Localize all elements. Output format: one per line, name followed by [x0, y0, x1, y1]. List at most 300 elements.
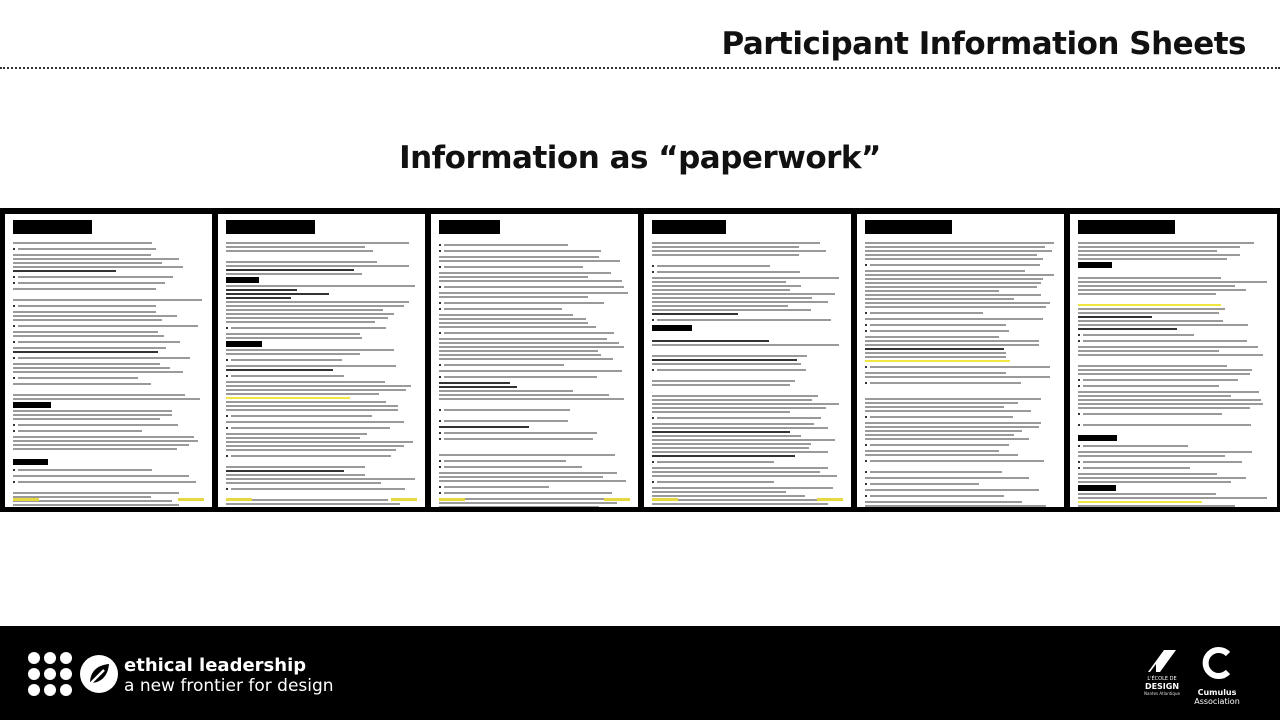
text-line	[226, 246, 365, 248]
text-line	[865, 398, 1041, 400]
text-line	[652, 475, 837, 477]
page-footer	[652, 498, 843, 501]
text-line	[439, 476, 603, 478]
text-line	[1078, 501, 1202, 503]
page-footer	[13, 498, 204, 501]
text-line	[226, 470, 344, 472]
text-line	[226, 466, 365, 468]
text-line	[865, 344, 1039, 346]
text-line	[226, 397, 350, 399]
text-line	[865, 302, 1050, 304]
text-line	[865, 310, 1056, 316]
text-line	[652, 363, 801, 365]
text-line	[652, 250, 826, 252]
text-line	[865, 254, 1037, 256]
text-line	[1078, 403, 1263, 405]
text-line	[652, 359, 797, 361]
text-line	[865, 505, 1046, 507]
redaction-bar	[652, 220, 726, 234]
document-page-thumbnail	[431, 214, 638, 507]
text-line	[865, 406, 1004, 408]
text-line	[439, 276, 588, 278]
text-line	[226, 449, 396, 451]
text-line	[13, 428, 204, 434]
text-line	[226, 405, 398, 407]
text-line	[13, 418, 160, 420]
text-line	[226, 433, 367, 435]
text-line	[1078, 316, 1152, 318]
text-line	[13, 335, 164, 337]
text-line	[226, 321, 375, 323]
text-line	[652, 313, 738, 315]
text-line	[1078, 258, 1227, 260]
ecole-line-2: DESIGN	[1144, 682, 1180, 691]
text-line	[652, 447, 809, 449]
text-line	[439, 464, 630, 470]
text-line	[1078, 308, 1225, 310]
dots-grid-icon	[28, 652, 72, 696]
text-line	[1078, 407, 1250, 409]
document-page-thumbnail	[1070, 214, 1277, 507]
text-line	[865, 356, 1006, 358]
text-line	[652, 443, 811, 445]
text-line	[652, 503, 828, 505]
text-line	[865, 352, 1006, 354]
text-line	[1078, 358, 1269, 363]
text-line	[226, 265, 409, 267]
text-line	[865, 391, 1056, 396]
text-line	[13, 303, 204, 309]
text-line	[13, 299, 202, 301]
text-line	[1078, 254, 1240, 256]
text-line	[13, 448, 177, 450]
text-line	[865, 294, 1041, 296]
text-line	[865, 258, 1043, 260]
text-line	[226, 341, 262, 347]
text-line	[652, 491, 786, 493]
text-line	[439, 502, 617, 504]
text-line	[226, 503, 400, 505]
text-line	[1078, 324, 1248, 326]
text-line	[652, 384, 790, 386]
text-line	[226, 305, 404, 307]
text-line	[1078, 320, 1223, 322]
text-line	[226, 445, 404, 447]
text-line	[226, 269, 354, 271]
text-line	[1078, 297, 1269, 302]
text-line	[13, 475, 189, 477]
text-line	[439, 398, 624, 400]
text-line	[652, 309, 811, 311]
leaf-logo-icon	[80, 655, 118, 693]
text-line	[13, 319, 162, 321]
text-line	[652, 407, 826, 409]
text-line	[226, 437, 360, 439]
text-line	[439, 350, 598, 352]
slide-title: Participant Information Sheets	[721, 26, 1246, 62]
text-line	[439, 354, 601, 356]
text-line	[439, 264, 630, 270]
text-line	[439, 342, 619, 344]
text-line	[865, 442, 1056, 448]
text-line	[652, 246, 799, 248]
text-line	[226, 425, 417, 431]
text-line	[1078, 473, 1217, 475]
text-line	[13, 459, 48, 465]
text-line	[865, 376, 1050, 378]
text-line	[13, 292, 204, 297]
text-line	[226, 413, 417, 419]
text-line	[865, 364, 1056, 370]
redaction-bar	[13, 220, 92, 234]
text-line	[226, 357, 417, 363]
text-line	[13, 387, 204, 392]
text-line	[13, 394, 185, 396]
text-line	[865, 450, 999, 452]
ecole-line-1: L'ÉCOLE DE	[1147, 676, 1177, 682]
text-line	[439, 394, 609, 396]
text-line	[865, 348, 1004, 350]
text-line	[226, 349, 394, 351]
text-line	[13, 467, 204, 473]
text-line	[652, 451, 828, 453]
text-line	[865, 372, 1006, 374]
text-line	[13, 371, 183, 373]
text-line	[865, 282, 1041, 284]
brand-line-1: ethical leadership	[124, 655, 307, 676]
text-line	[13, 280, 204, 286]
text-line	[13, 444, 189, 446]
text-line	[865, 262, 1056, 268]
text-line	[652, 373, 843, 378]
text-line	[652, 277, 839, 279]
text-line	[226, 482, 381, 484]
text-line	[652, 317, 843, 323]
text-line	[1078, 285, 1235, 287]
text-line	[439, 454, 615, 456]
cumulus-c-icon	[1198, 644, 1236, 682]
text-line	[226, 401, 386, 403]
text-line	[865, 336, 999, 338]
text-line	[439, 272, 611, 274]
text-line	[226, 393, 379, 395]
text-line	[439, 346, 624, 348]
text-line	[226, 313, 394, 315]
page-footer	[439, 498, 630, 501]
text-line	[652, 431, 790, 433]
text-line	[439, 447, 630, 452]
text-line	[13, 311, 156, 313]
text-line	[652, 395, 818, 397]
text-line	[652, 415, 843, 421]
text-line	[865, 454, 1018, 456]
text-line	[13, 402, 51, 408]
text-line	[865, 422, 1041, 424]
text-line	[1078, 373, 1250, 375]
text-line	[865, 438, 1029, 440]
text-line	[652, 471, 820, 473]
text-line	[865, 250, 1052, 252]
cumulus-logo	[1192, 644, 1242, 706]
text-line	[13, 398, 200, 400]
text-line	[1078, 399, 1261, 401]
document-page-thumbnail	[857, 214, 1064, 507]
text-line	[226, 365, 396, 367]
text-line	[652, 289, 790, 291]
text-line	[439, 296, 588, 298]
text-line	[652, 495, 805, 497]
text-line	[865, 306, 1046, 308]
text-line	[439, 284, 630, 290]
text-line	[865, 430, 1022, 432]
text-line	[226, 325, 417, 331]
text-line	[13, 504, 179, 506]
text-line	[1078, 493, 1216, 495]
text-line	[652, 348, 843, 353]
text-line	[652, 435, 801, 437]
brand-line-2: a new frontier for design	[124, 676, 334, 696]
text-line	[865, 481, 1056, 487]
redaction-bar	[1078, 220, 1175, 234]
text-line	[652, 455, 795, 457]
text-line	[13, 436, 194, 438]
text-line	[1078, 246, 1240, 248]
text-line	[439, 292, 628, 294]
redaction-bar	[226, 220, 315, 234]
text-line	[13, 414, 172, 416]
text-line	[652, 399, 812, 401]
text-line	[13, 246, 204, 252]
text-line	[1078, 485, 1116, 491]
text-line	[439, 472, 617, 474]
text-line	[865, 270, 1025, 272]
text-line	[1078, 369, 1252, 371]
text-line	[13, 288, 156, 290]
text-line	[865, 469, 1056, 475]
text-line	[865, 402, 1018, 404]
text-line	[226, 317, 388, 319]
text-line	[652, 439, 835, 441]
text-line	[1078, 365, 1227, 367]
text-line	[865, 477, 1029, 479]
text-line	[226, 441, 413, 443]
text-line	[865, 414, 1056, 420]
text-line	[652, 285, 801, 287]
text-line	[13, 367, 170, 369]
text-line	[226, 242, 409, 244]
text-line	[652, 380, 795, 382]
text-line	[226, 337, 362, 339]
text-line	[439, 248, 630, 254]
text-line	[439, 322, 588, 324]
text-line	[652, 301, 828, 303]
document-page-thumbnail	[218, 214, 425, 507]
text-line	[226, 301, 409, 303]
text-line	[1078, 391, 1259, 393]
text-line	[1078, 395, 1231, 397]
text-line	[1078, 435, 1117, 441]
text-line	[652, 388, 843, 393]
text-line	[226, 285, 415, 287]
text-line	[865, 286, 1037, 288]
text-line	[652, 325, 692, 331]
text-line	[226, 261, 377, 263]
ecole-de-design-logo	[1140, 646, 1184, 706]
text-line	[226, 492, 417, 497]
text-line	[13, 383, 151, 385]
cumulus-line-2: Association	[1194, 697, 1240, 706]
text-line	[439, 418, 630, 424]
text-line	[13, 323, 204, 329]
text-line	[1078, 443, 1269, 449]
text-line	[13, 331, 158, 333]
text-line	[13, 339, 204, 345]
text-line	[226, 459, 417, 464]
text-line	[13, 452, 204, 457]
text-line	[439, 256, 599, 258]
text-line	[13, 351, 158, 353]
text-line	[13, 254, 151, 256]
text-line	[865, 501, 1022, 503]
text-line	[652, 242, 820, 244]
text-line	[439, 280, 622, 282]
text-line	[1078, 277, 1221, 279]
text-line	[1078, 354, 1263, 356]
text-line	[865, 426, 1039, 428]
text-line	[13, 266, 183, 268]
text-line	[865, 318, 1043, 320]
text-line	[226, 478, 415, 480]
text-line	[652, 403, 839, 405]
page-footer	[226, 498, 417, 501]
text-line	[226, 293, 329, 295]
text-line	[865, 489, 1039, 491]
text-line	[1078, 451, 1252, 453]
text-line	[1078, 505, 1235, 507]
text-line	[1078, 304, 1221, 306]
text-line	[1078, 481, 1231, 483]
footer-bar	[0, 626, 1280, 720]
ecole-mark-icon	[1146, 646, 1178, 674]
text-line	[226, 474, 365, 476]
text-line	[439, 490, 630, 496]
text-line	[13, 355, 204, 361]
text-line	[652, 427, 828, 429]
document-strip	[0, 208, 1280, 512]
text-line	[439, 362, 630, 368]
text-line	[865, 434, 1014, 436]
text-line	[652, 411, 790, 413]
document-page-thumbnail	[644, 214, 851, 507]
text-line	[1078, 338, 1269, 344]
text-line	[1078, 455, 1225, 457]
text-line	[865, 242, 1054, 244]
text-line	[226, 353, 360, 355]
text-line	[865, 328, 1056, 334]
text-line	[439, 480, 626, 482]
text-line	[439, 382, 510, 384]
text-line	[13, 363, 160, 365]
text-line	[865, 274, 1054, 276]
text-line	[865, 246, 1045, 248]
brand-text	[124, 656, 334, 696]
text-line	[439, 260, 620, 262]
text-line	[226, 289, 297, 291]
text-line	[652, 333, 843, 338]
text-line	[226, 385, 411, 387]
text-line	[652, 355, 807, 357]
text-line	[226, 250, 373, 252]
text-line	[1078, 346, 1258, 348]
text-line	[226, 309, 383, 311]
text-line	[13, 485, 204, 490]
text-line	[439, 390, 573, 392]
text-line	[1078, 270, 1269, 275]
text-line	[652, 305, 788, 307]
text-line	[652, 269, 843, 275]
text-line	[865, 278, 1043, 280]
text-line	[652, 459, 843, 465]
document-page-thumbnail	[5, 214, 212, 507]
ecole-line-3: Nantes Atlantique	[1144, 691, 1180, 696]
text-line	[652, 340, 769, 342]
text-line	[652, 344, 839, 346]
text-line	[1078, 477, 1246, 479]
text-line	[226, 333, 360, 335]
text-line	[1078, 262, 1112, 268]
text-line	[226, 273, 362, 275]
text-line	[1078, 428, 1269, 433]
text-line	[652, 479, 843, 485]
text-line	[1078, 312, 1219, 314]
text-line	[13, 258, 179, 260]
text-line	[1078, 497, 1267, 499]
text-line	[439, 318, 586, 320]
text-line	[1078, 350, 1219, 352]
text-line	[439, 326, 596, 328]
text-line	[865, 493, 1056, 499]
text-line	[13, 262, 162, 264]
text-line	[226, 421, 404, 423]
text-line	[13, 492, 179, 494]
text-line	[652, 297, 812, 299]
text-line	[226, 381, 385, 383]
document-pages	[5, 214, 1280, 508]
text-line	[1078, 383, 1269, 389]
text-line	[439, 370, 622, 372]
text-line	[226, 389, 406, 391]
text-line	[13, 440, 198, 442]
text-line	[226, 369, 333, 371]
text-line	[865, 410, 1031, 412]
text-line	[1078, 242, 1254, 244]
text-line	[226, 277, 259, 283]
text-line	[652, 487, 833, 489]
text-line	[13, 375, 204, 381]
text-line	[865, 298, 1014, 300]
text-line	[439, 358, 613, 360]
slide-subtitle: Information as “paperwork”	[399, 140, 881, 176]
redaction-bar	[439, 220, 500, 234]
text-line	[1078, 289, 1246, 291]
text-line	[1078, 281, 1267, 283]
text-line	[1078, 328, 1177, 330]
text-line	[226, 373, 417, 379]
text-line	[1078, 250, 1217, 252]
text-line	[439, 374, 630, 380]
text-line	[439, 426, 529, 428]
text-line	[439, 314, 573, 316]
